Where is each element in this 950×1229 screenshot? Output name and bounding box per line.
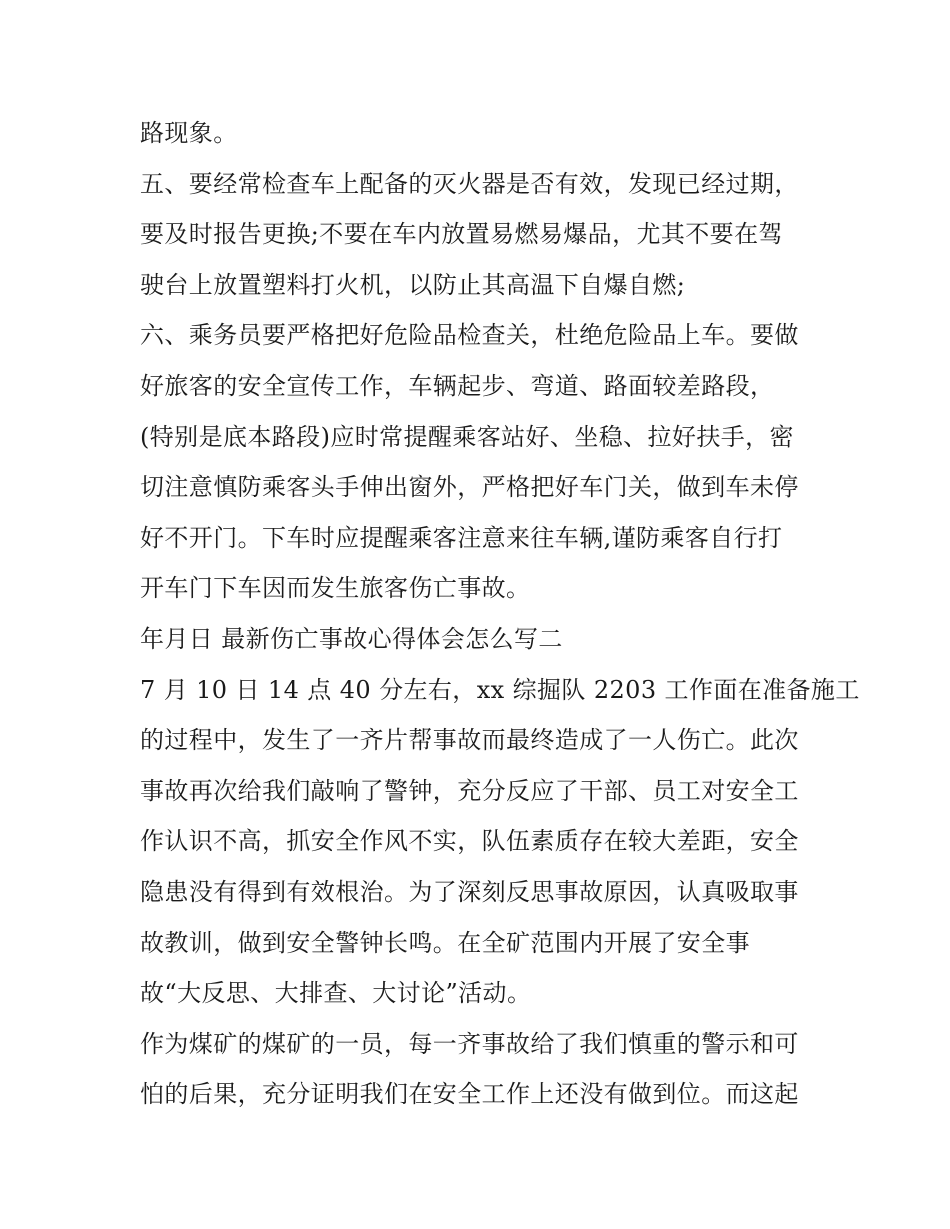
text-line: 7 月 10 日 14 点 40 分左右，xx 综掘队 2203 工作面在准备施工 (140, 675, 860, 704)
text-line: 切注意慎防乘客头手伸出窗外，严格把好车门关，做到车未停 (140, 473, 799, 502)
text-line: 驶台上放置塑料打火机，以防止其高温下自爆自燃; (140, 270, 686, 299)
text-line: 的过程中，发生了一齐片帮事故而最终造成了一人伤亡。此次 (140, 726, 799, 755)
text-line: 路现象。 (140, 119, 238, 147)
text-line: (特别是底本路段)应时常提醒乘客站好、坐稳、拉好扶手，密 (140, 422, 794, 451)
text-line: 隐患没有得到有效根治。为了深刻反思事故原因，认真吸取事 (140, 877, 799, 906)
text-line: 作认识不高，抓安全作风不实，队伍素质存在较大差距，安全 (140, 827, 799, 856)
text-line: 六、乘务员要严格把好危险品检查关，杜绝危险品上车。要做 (140, 321, 799, 350)
text-line: 故“大反思、大排查、大讨论”活动。 (140, 979, 532, 1008)
text-line: 事故再次给我们敲响了警钟，充分反应了干部、员工对安全工 (140, 776, 799, 805)
text-line: 五、要经常检查车上配备的灭火器是否有效，发现已经过期， (140, 169, 799, 198)
text-line: 好不开门。下车时应提醒乘客注意来往车辆,谨防乘客自行打 (140, 523, 783, 552)
document-body (140, 108, 860, 1120)
text-line: 要及时报告更换;不要在车内放置易燃易爆品，尤其不要在驾 (140, 220, 783, 249)
text-line: 怕的后果，充分证明我们在安全工作上还没有做到位。而这起 (140, 1080, 799, 1109)
text-line: 好旅客的安全宣传工作，车辆起步、弯道、路面较差路段， (140, 371, 775, 400)
text-line: 故教训，做到安全警钟长鸣。在全矿范围内开展了安全事 (140, 928, 750, 957)
text-line: 开车门下车因而发生旅客伤亡事故。 (140, 574, 531, 603)
text-line: 作为煤矿的煤矿的一员，每一齐事故给了我们慎重的警示和可 (140, 1029, 799, 1058)
section-heading: 年月日 最新伤亡事故心得体会怎么写二 (140, 624, 563, 653)
